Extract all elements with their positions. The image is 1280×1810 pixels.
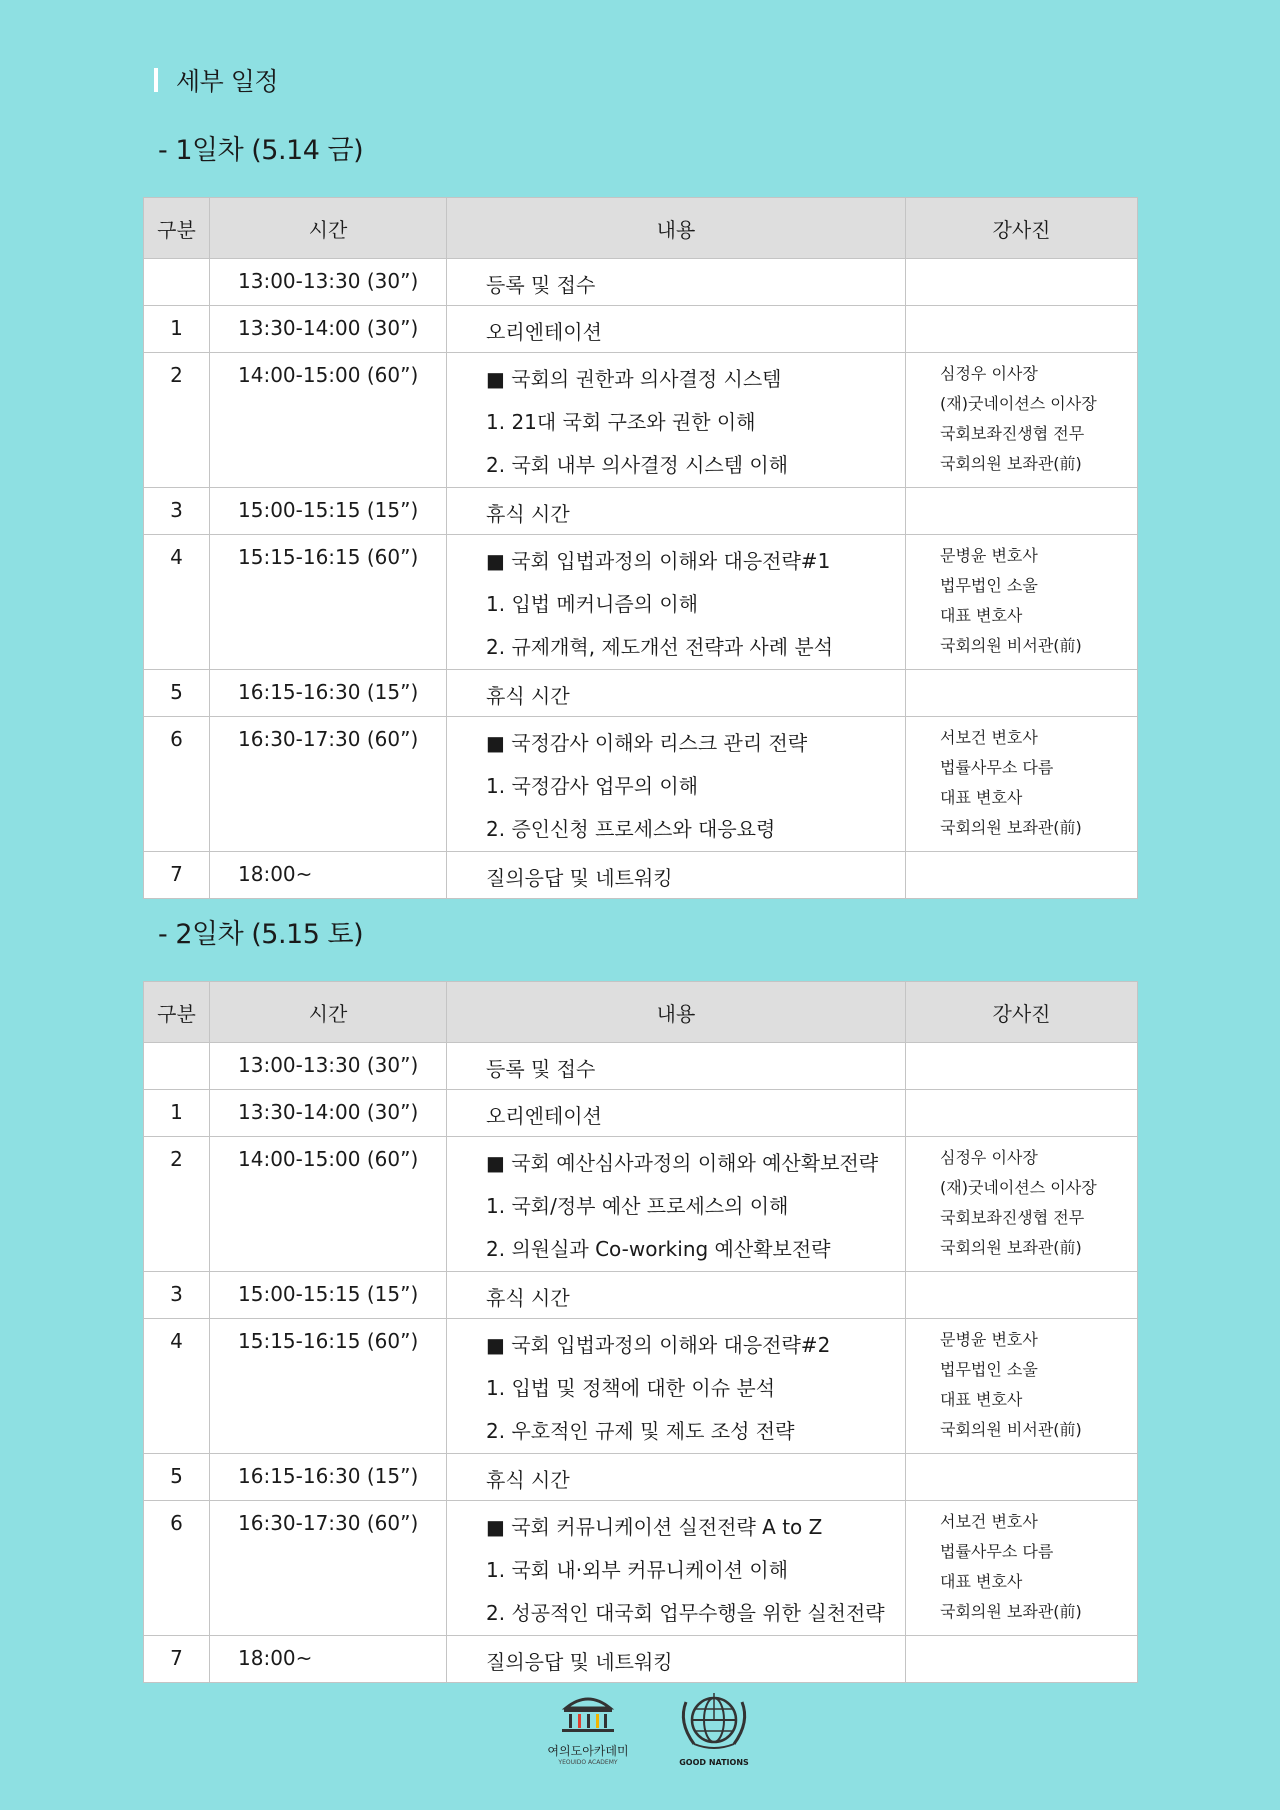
row-lecturer — [906, 717, 1138, 852]
row-time: 16:15-16:30 (15”) — [210, 670, 447, 717]
table-row — [144, 535, 1138, 670]
table-row — [144, 852, 1138, 899]
row-content — [447, 670, 906, 717]
content-line: ■ 국회 입법과정의 이해와 대응전략#2 — [486, 1333, 831, 1357]
row-content — [447, 1501, 906, 1636]
logo1-sub: YEOUIDO ACADEMY — [558, 1759, 618, 1766]
lecturer-line: 법무법인 소울 — [940, 1360, 1038, 1379]
title-accent-bar — [154, 68, 158, 92]
table-row — [144, 717, 1138, 852]
header-lecturer: 강사진 — [906, 198, 1138, 259]
row-content — [447, 535, 906, 670]
lecturer-line: 대표 변호사 — [940, 1572, 1023, 1591]
logo1-name: 여의도아카데미 — [547, 1744, 629, 1758]
content-line: 오리엔테이션 — [486, 1104, 602, 1128]
row-time: 16:15-16:30 (15”) — [210, 1454, 447, 1501]
row-lecturer — [906, 1501, 1138, 1636]
table-row — [144, 488, 1138, 535]
content-line: ■ 국정감사 이해와 리스크 관리 전략 — [486, 731, 808, 755]
content-line: ■ 국회의 권한과 의사결정 시스템 — [486, 367, 782, 391]
row-lecturer — [906, 1043, 1138, 1090]
day1-title: - 1일차 (5.14 금) — [158, 135, 364, 166]
table-row — [144, 1501, 1138, 1636]
row-number: 3 — [144, 488, 210, 535]
row-time: 18:00~ — [210, 1636, 447, 1683]
lecturer-line: 대표 변호사 — [940, 788, 1023, 807]
content-line: 1. 입법 및 정책에 대한 이슈 분석 — [486, 1376, 776, 1400]
row-lecturer — [906, 1090, 1138, 1137]
row-content — [447, 717, 906, 852]
row-time: 16:30-17:30 (60”) — [210, 1501, 447, 1636]
row-number — [144, 1043, 210, 1090]
day2-title: - 2일차 (5.15 토) — [158, 919, 364, 950]
lecturer-line: 국회의원 보좌관(前) — [940, 1602, 1082, 1621]
table-row — [144, 1454, 1138, 1501]
row-time: 15:15-16:15 (60”) — [210, 535, 447, 670]
header-content: 내용 — [447, 982, 906, 1043]
table-row — [144, 1090, 1138, 1137]
row-number: 7 — [144, 852, 210, 899]
row-lecturer — [906, 670, 1138, 717]
header-content: 내용 — [447, 198, 906, 259]
row-content — [447, 353, 906, 488]
header-lecturer: 강사진 — [906, 982, 1138, 1043]
content-line: 2. 규제개혁, 제도개선 전략과 사례 분석 — [486, 635, 834, 659]
row-lecturer — [906, 306, 1138, 353]
row-content — [447, 1272, 906, 1319]
lecturer-line: (재)굿네이션스 이사장 — [940, 394, 1097, 413]
lecturer-line: 문병윤 변호사 — [940, 1330, 1038, 1349]
content-line: 2. 증인신청 프로세스와 대응요령 — [486, 817, 776, 841]
section-title — [154, 66, 278, 94]
row-lecturer — [906, 1272, 1138, 1319]
content-line: 휴식 시간 — [486, 502, 570, 526]
lecturer-line: 법률사무소 다름 — [940, 758, 1054, 777]
lecturer-line: (재)굿네이션스 이사장 — [940, 1178, 1097, 1197]
row-content — [447, 852, 906, 899]
day1-schedule-table — [143, 197, 1138, 899]
good-nations-logo — [672, 1688, 756, 1767]
content-line: 질의응답 및 네트워킹 — [486, 1650, 673, 1674]
row-time: 16:30-17:30 (60”) — [210, 717, 447, 852]
lecturer-line: 서보건 변호사 — [940, 728, 1038, 747]
content-line: 1. 입법 메커니즘의 이해 — [486, 592, 699, 616]
row-content — [447, 1636, 906, 1683]
content-line: 1. 국회 내·외부 커뮤니케이션 이해 — [486, 1558, 789, 1582]
row-lecturer — [906, 1137, 1138, 1272]
row-content — [447, 1043, 906, 1090]
lecturer-line: 대표 변호사 — [940, 606, 1023, 625]
row-content — [447, 1090, 906, 1137]
table-header-row — [144, 198, 1138, 259]
content-line: 휴식 시간 — [486, 1468, 570, 1492]
row-content — [447, 1454, 906, 1501]
row-number: 3 — [144, 1272, 210, 1319]
row-lecturer — [906, 1319, 1138, 1454]
row-number: 6 — [144, 1501, 210, 1636]
content-line: ■ 국회 커뮤니케이션 실전전략 A to Z — [486, 1515, 823, 1539]
content-line: 휴식 시간 — [486, 1286, 570, 1310]
content-line: 오리엔테이션 — [486, 320, 602, 344]
row-time: 15:15-16:15 (60”) — [210, 1319, 447, 1454]
row-content — [447, 488, 906, 535]
row-number: 4 — [144, 1319, 210, 1454]
header-time: 시간 — [210, 982, 447, 1043]
row-number: 7 — [144, 1636, 210, 1683]
row-lecturer — [906, 1636, 1138, 1683]
lecturer-line: 국회의원 보좌관(前) — [940, 454, 1082, 473]
row-content — [447, 1137, 906, 1272]
row-lecturer — [906, 852, 1138, 899]
content-line: 휴식 시간 — [486, 684, 570, 708]
lecturer-line: 서보건 변호사 — [940, 1512, 1038, 1531]
lecturer-line: 심정우 이사장 — [940, 1148, 1038, 1167]
content-line: 2. 의원실과 Co-working 예산확보전략 — [486, 1237, 831, 1261]
table-row — [144, 1043, 1138, 1090]
header-time: 시간 — [210, 198, 447, 259]
content-line: 2. 성공적인 대국회 업무수행을 위한 실천전략 — [486, 1601, 885, 1625]
table-row — [144, 1272, 1138, 1319]
lecturer-line: 문병윤 변호사 — [940, 546, 1038, 565]
row-lecturer — [906, 353, 1138, 488]
table-row — [144, 670, 1138, 717]
row-time: 15:00-15:15 (15”) — [210, 1272, 447, 1319]
row-time: 13:00-13:30 (30”) — [210, 1043, 447, 1090]
content-line: 등록 및 접수 — [486, 273, 596, 297]
row-number: 4 — [144, 535, 210, 670]
row-time: 13:30-14:00 (30”) — [210, 306, 447, 353]
row-time: 14:00-15:00 (60”) — [210, 353, 447, 488]
row-time: 18:00~ — [210, 852, 447, 899]
row-lecturer — [906, 535, 1138, 670]
content-line: ■ 국회 입법과정의 이해와 대응전략#1 — [486, 549, 831, 573]
content-line: 등록 및 접수 — [486, 1057, 596, 1081]
content-line: 2. 국회 내부 의사결정 시스템 이해 — [486, 453, 789, 477]
row-time: 13:30-14:00 (30”) — [210, 1090, 447, 1137]
lecturer-line: 국회의원 보좌관(前) — [940, 1238, 1082, 1257]
row-number: 1 — [144, 306, 210, 353]
row-number: 5 — [144, 670, 210, 717]
row-content — [447, 1319, 906, 1454]
day2-schedule-table — [143, 981, 1138, 1683]
table-row — [144, 306, 1138, 353]
table-row — [144, 353, 1138, 488]
row-number: 2 — [144, 353, 210, 488]
table-row — [144, 1137, 1138, 1272]
assembly-building-icon — [558, 1688, 618, 1736]
globe-laurel-icon — [674, 1688, 754, 1754]
yeouido-academy-logo — [540, 1688, 636, 1766]
row-time: 15:00-15:15 (15”) — [210, 488, 447, 535]
table-row — [144, 259, 1138, 306]
header-no: 구분 — [144, 982, 210, 1043]
row-lecturer — [906, 1454, 1138, 1501]
content-line: 1. 21대 국회 구조와 권한 이해 — [486, 410, 756, 434]
lecturer-line: 심정우 이사장 — [940, 364, 1038, 383]
content-line: 2. 우호적인 규제 및 제도 조성 전략 — [486, 1419, 795, 1443]
lecturer-line: 대표 변호사 — [940, 1390, 1023, 1409]
content-line: 질의응답 및 네트워킹 — [486, 866, 673, 890]
lecturer-line: 국회의원 비서관(前) — [940, 1420, 1082, 1439]
content-line: 1. 국회/정부 예산 프로세스의 이해 — [486, 1194, 789, 1218]
section-title-text: 세부 일정 — [176, 67, 279, 96]
row-number — [144, 259, 210, 306]
row-content — [447, 306, 906, 353]
content-line: ■ 국회 예산심사과정의 이해와 예산확보전략 — [486, 1151, 879, 1175]
table-row — [144, 1319, 1138, 1454]
row-number: 6 — [144, 717, 210, 852]
row-time: 13:00-13:30 (30”) — [210, 259, 447, 306]
lecturer-line: 국회보좌진생협 전무 — [940, 424, 1085, 443]
row-lecturer — [906, 488, 1138, 535]
table-row — [144, 1636, 1138, 1683]
row-content — [447, 259, 906, 306]
content-line: 1. 국정감사 업무의 이해 — [486, 774, 699, 798]
row-number: 1 — [144, 1090, 210, 1137]
lecturer-line: 국회보좌진생협 전무 — [940, 1208, 1085, 1227]
table-header-row — [144, 982, 1138, 1043]
footer-logos — [540, 1688, 756, 1767]
lecturer-line: 국회의원 비서관(前) — [940, 636, 1082, 655]
header-no: 구분 — [144, 198, 210, 259]
lecturer-line: 법무법인 소울 — [940, 576, 1038, 595]
lecturer-line: 국회의원 보좌관(前) — [940, 818, 1082, 837]
row-time: 14:00-15:00 (60”) — [210, 1137, 447, 1272]
logo2-name: GOOD NATIONS — [679, 1758, 749, 1767]
row-lecturer — [906, 259, 1138, 306]
row-number: 2 — [144, 1137, 210, 1272]
row-number: 5 — [144, 1454, 210, 1501]
lecturer-line: 법률사무소 다름 — [940, 1542, 1054, 1561]
